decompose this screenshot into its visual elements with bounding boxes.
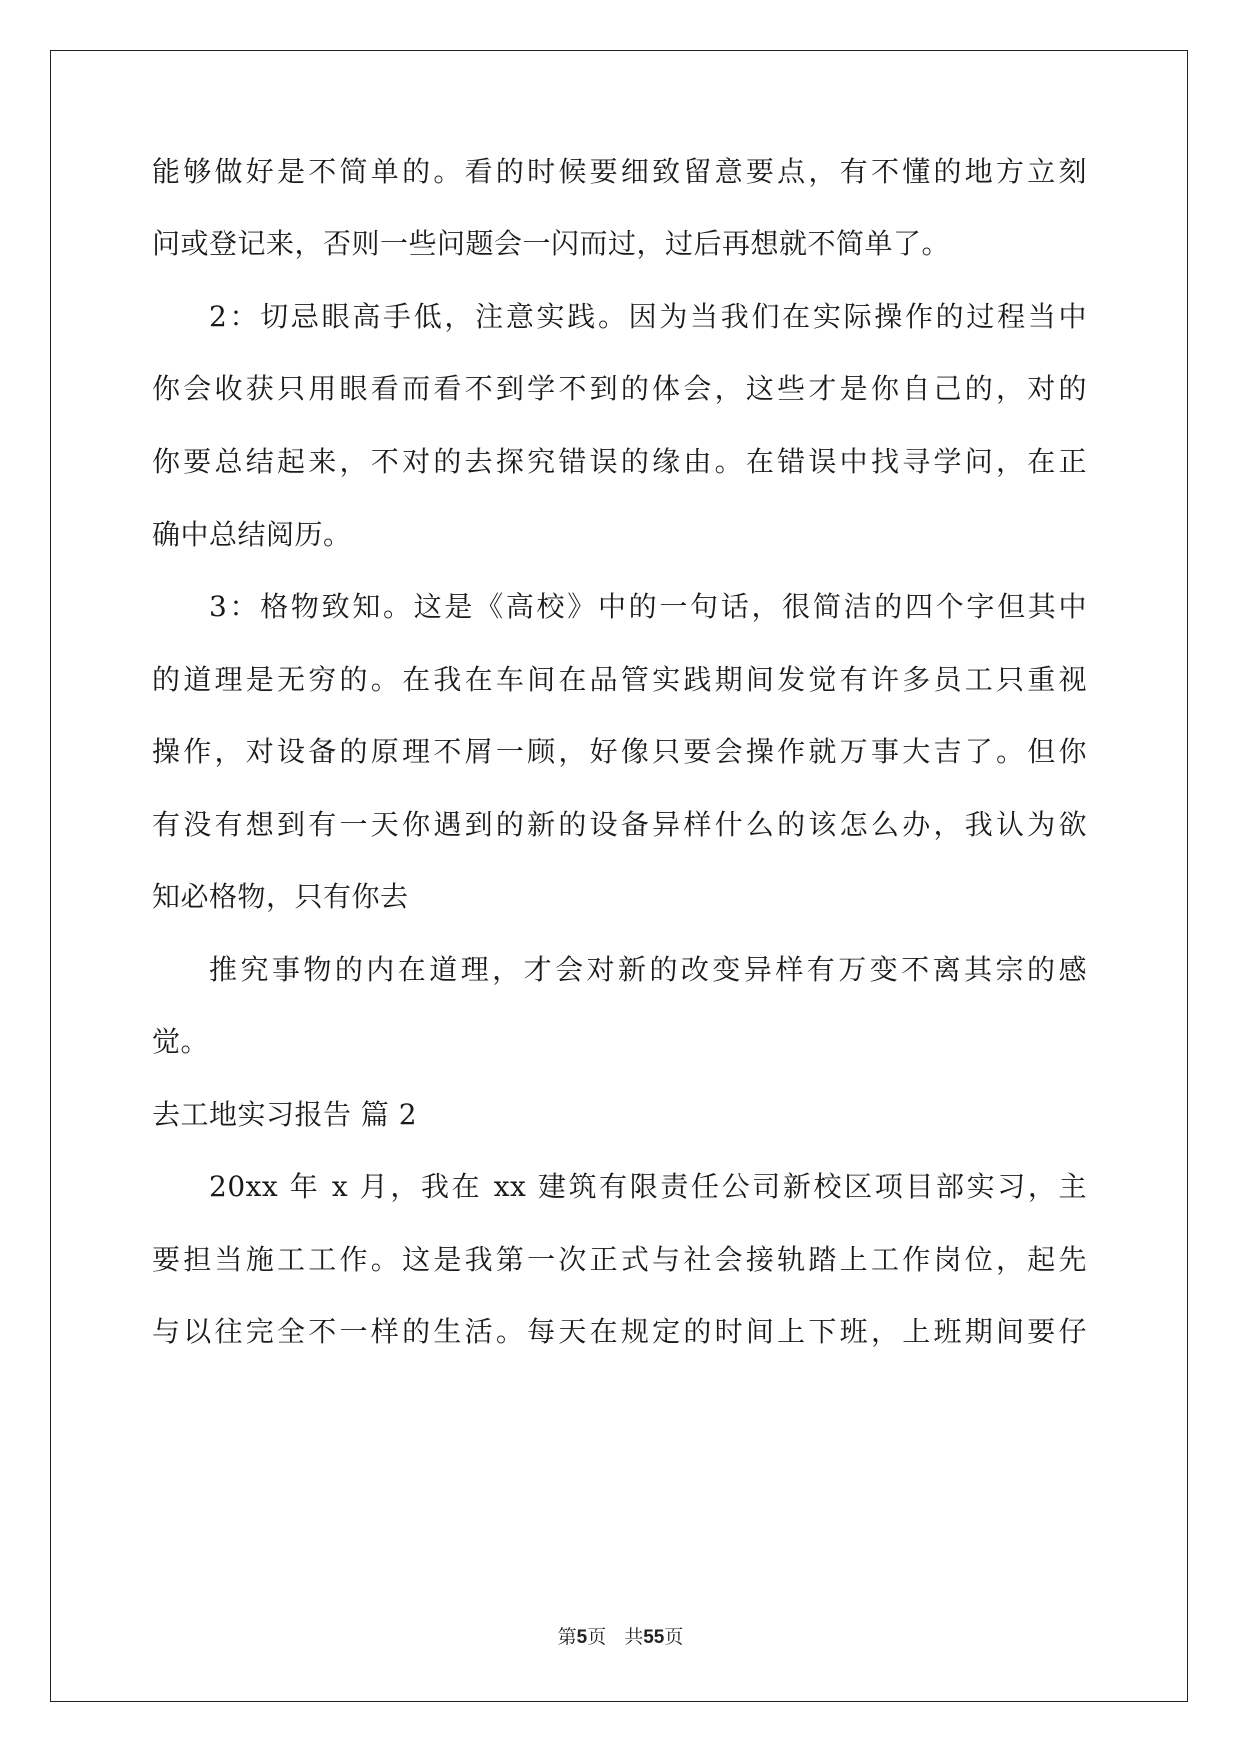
text-line: 觉。 xyxy=(152,1025,210,1058)
text-line: 你会收获只用眼看而看不到学不到的体会，这些才是你自己的，对的 xyxy=(152,372,1087,405)
page-suffix: 页 xyxy=(587,1626,607,1648)
paragraph-start: 推究事物的内在道理，才会对新的改变异样有万变不离其宗的感 xyxy=(209,953,1087,986)
text-line: 有没有想到有一天你遇到的新的设备异样什么的该怎么办，我认为欲 xyxy=(152,808,1087,841)
text-line: 操作，对设备的原理不屑一顾，好像只要会操作就万事大吉了。但你 xyxy=(152,735,1087,768)
text-line: 要担当施工工作。这是我第一次正式与社会接轨踏上工作岗位，起先 xyxy=(152,1243,1087,1276)
page-prefix: 第 xyxy=(557,1626,577,1648)
total-suffix: 页 xyxy=(664,1626,684,1648)
text-line: 能够做好是不简单的。看的时候要细致留意要点，有不懂的地方立刻 xyxy=(152,155,1087,188)
text-line: 问或登记来，否则一些问题会一闪而过，过后再想就不简单了。 xyxy=(152,227,951,260)
paragraph-start: 20xx 年 x 月，我在 xx 建筑有限责任公司新校区项目部实习，主 xyxy=(209,1170,1087,1203)
current-page-number: 5 xyxy=(576,1627,588,1648)
text-line: 知必格物，只有你去 xyxy=(152,880,409,913)
text-line: 与以往完全不一样的生活。每天在规定的时间上下班，上班期间要仔 xyxy=(152,1315,1087,1348)
text-line: 你要总结起来，不对的去探究错误的缘由。在错误中找寻学问，在正 xyxy=(152,445,1087,478)
paragraph-3-start: 3：格物致知。这是《高校》中的一句话，很简洁的四个字但其中 xyxy=(209,590,1087,623)
section-heading: 去工地实习报告 篇 2 xyxy=(152,1098,418,1131)
page-footer xyxy=(0,1624,1241,1650)
text-line: 的道理是无穷的。在我在车间在品管实践期间发觉有许多员工只重视 xyxy=(152,663,1087,696)
paragraph-2-start: 2：切忌眼高手低，注意实践。因为当我们在实际操作的过程当中 xyxy=(209,300,1087,333)
total-prefix: 共 xyxy=(624,1626,644,1648)
text-line: 确中总结阅历。 xyxy=(152,518,352,551)
total-page-count: 55 xyxy=(643,1627,665,1648)
